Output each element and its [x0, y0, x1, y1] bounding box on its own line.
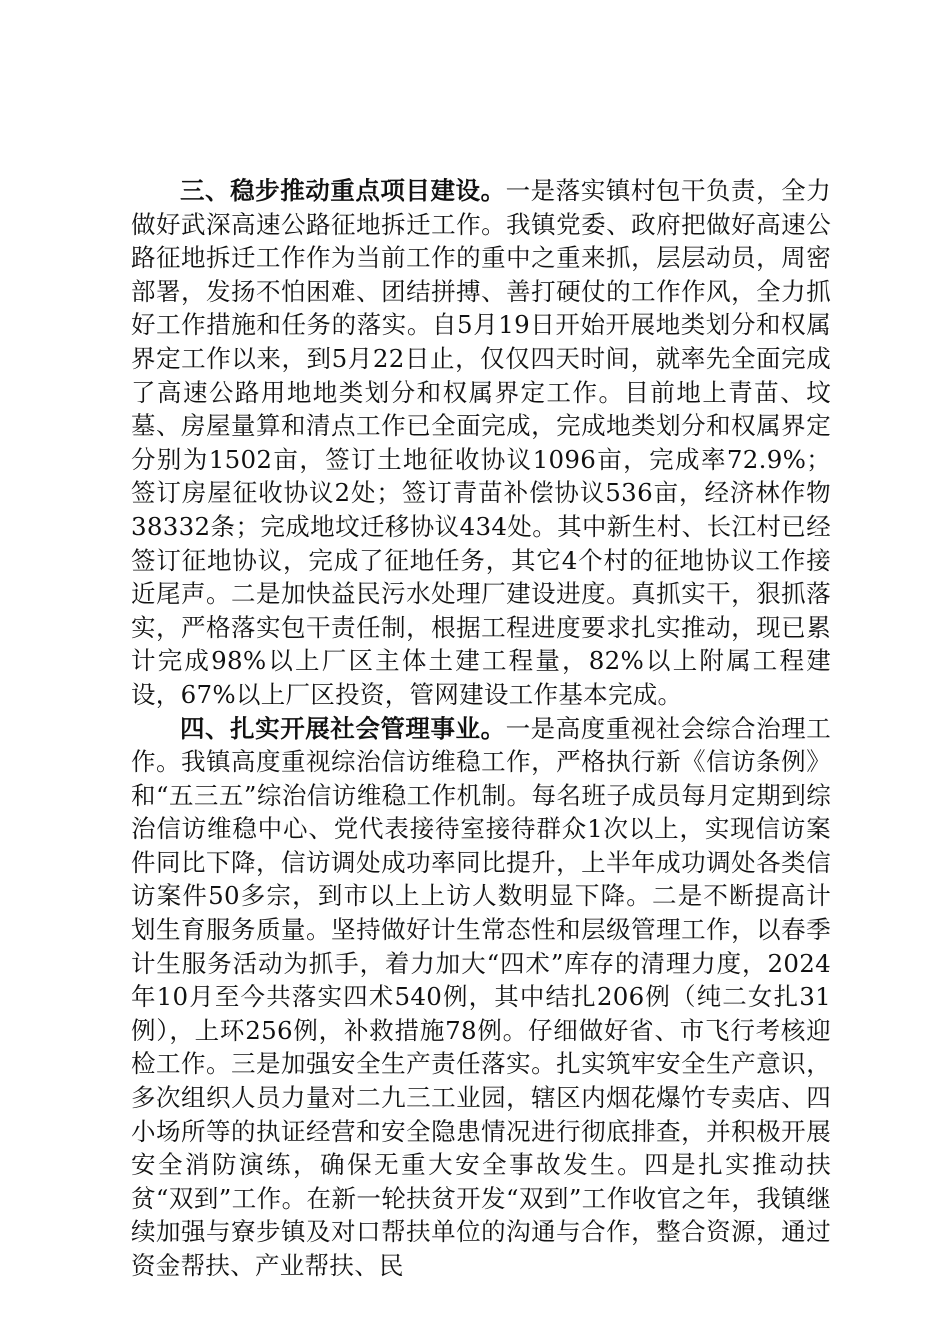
- paragraph-text: 一是落实镇村包干负责，全力做好武深高速公路征地拆迁工作。我镇党委、政府把做好高速公路征地拆迁工作作为当前工作的重中之重来抓，层层动员，周密部署，发扬不怕困难、团结拼搏、善打硬仗的工作作风，全力抓好工作措施和任务的落实。自5月19日开始开展地类划分和权属界定工作以来，到5月22日止，仅仅四天时间，就率先全面完成了高速公路用地地类划分和权属界定工作。目前地上青苗、坟墓、房屋量算和清点工作已全面完成，完成地类划分和权属界定分别为1502亩，签订土地征收协议1096亩，完成率72.9%；签订房屋征收协议2处；签订青苗补偿协议536亩，经济林作物38332条；完成地坟迁移协议434处。其中新生村、长江村已经签订征地协议，完成了征地任务，其它4个村的征地协议工作接近尾声。二是加快益民污水处理厂建设进度。真抓实干，狠抓落实，严格落实包干责任制，根据工程进度要求扎实推动，现已累计完成98%以上厂区主体土建工程量，82%以上附属工程建设，67%以上厂区投资，管网建设工作基本完成。: [131, 176, 832, 709]
- document-body: [131, 174, 831, 1283]
- paragraph-section-4: [131, 712, 831, 1283]
- section-heading: 四、扎实开展社会管理事业。: [180, 713, 506, 743]
- section-heading: 三、稳步推动重点项目建设。: [180, 176, 506, 205]
- paragraph-text: 一是高度重视社会综合治理工作。我镇高度重视综治信访维稳工作，严格执行新《信访条例》和“五三五”综治信访维稳工作机制。每名班子成员每月定期到综治信访维稳中心、党代表接待室接待群众1次以上，实现信访案件同比下降，信访调处成功率同比提升，上半年成功调处各类信访案件50多宗，到市以上上访人数明显下降。二是不断提高计划生育服务质量。坚持做好计生常态性和层级管理工作，以春季计生服务活动为抓手，着力加大“四术”库存的清理力度，2024年10月至今共落实四术540例，其中结扎206例（纯二女扎31例），上环256例，补救措施78例。仔细做好省、市飞行考核迎检工作。三是加强安全生产责任落实。扎实筑牢安全生产意识，多次组织人员力量对二九三工业园，辖区内烟花爆竹专卖店、四小场所等的执证经营和安全隐患情况进行彻底排查，并积极开展安全消防演练，确保无重大安全事故发生。四是扎实推动扶贫“双到”工作。在新一轮扶贫开发“双到”工作收官之年，我镇继续加强与寮步镇及对口帮扶单位的沟通与合作，整合资源，通过资金帮扶、产业帮扶、民: [131, 713, 831, 1280]
- paragraph-section-3: [131, 174, 831, 712]
